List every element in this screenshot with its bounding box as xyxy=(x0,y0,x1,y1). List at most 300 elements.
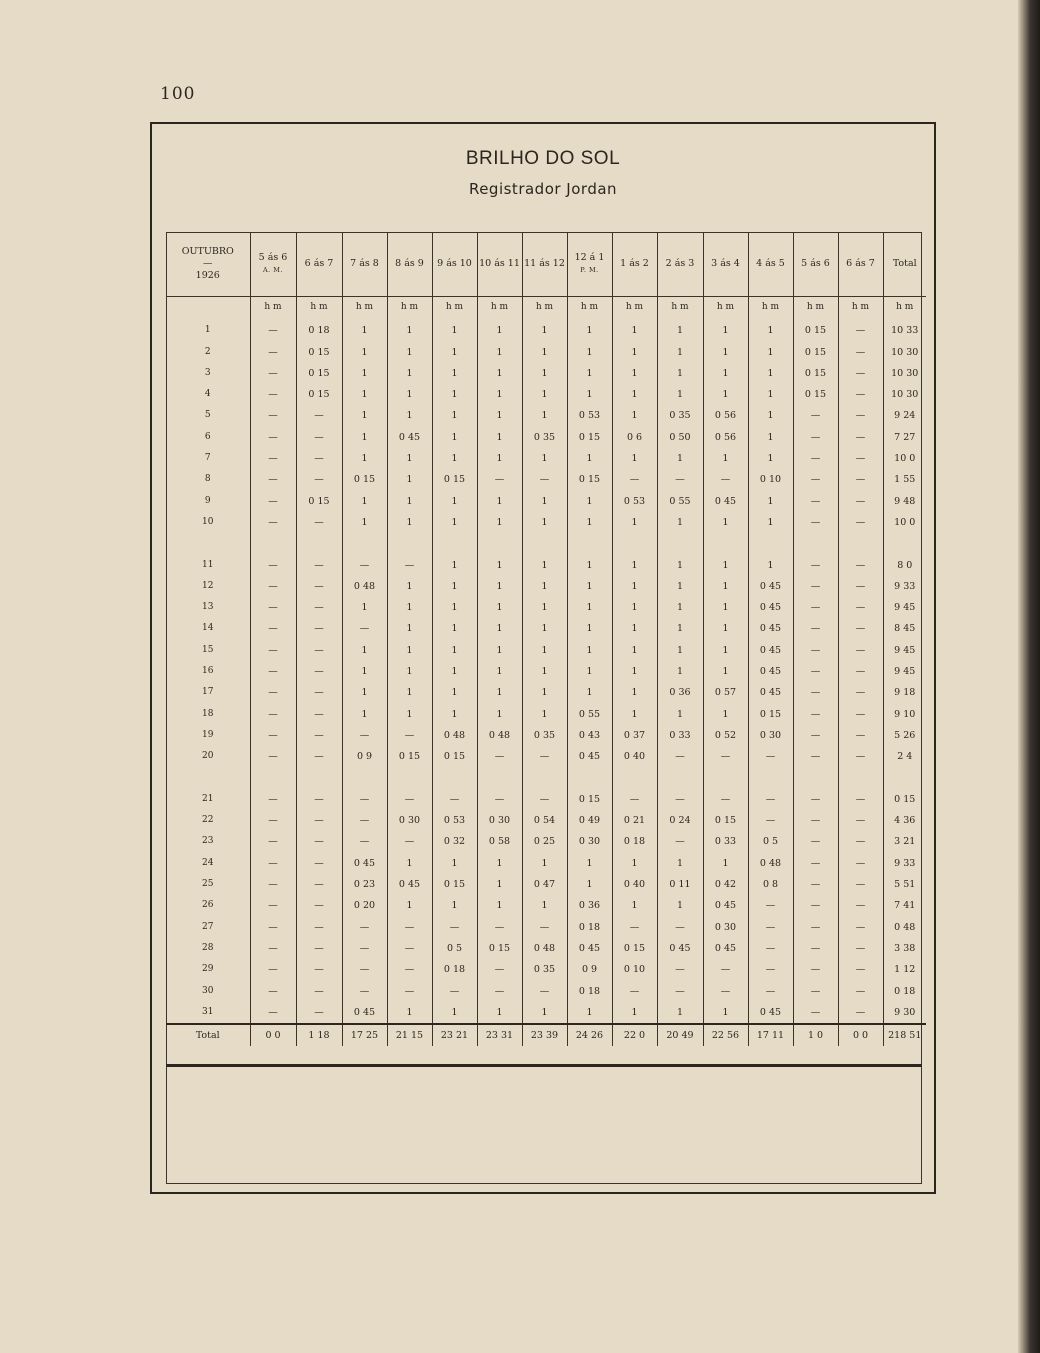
page-title: BRILHO DO SOL xyxy=(465,148,621,169)
table-row xyxy=(166,448,926,469)
spacer-cell xyxy=(432,533,477,554)
value-cell: 1 xyxy=(612,704,657,725)
value-cell: — xyxy=(250,981,296,1002)
value-cell: 1 xyxy=(477,405,522,426)
value-cell: — xyxy=(342,618,387,639)
value-cell: — xyxy=(793,555,838,576)
value-cell: 0 48 xyxy=(748,853,793,874)
value-cell: — xyxy=(432,917,477,938)
value-cell: — xyxy=(342,938,387,959)
value-cell: — xyxy=(250,853,296,874)
value-cell: 1 xyxy=(748,427,793,448)
value-cell: 1 xyxy=(703,320,748,341)
value-cell: 1 xyxy=(567,491,612,512)
table-row xyxy=(166,597,926,618)
value-cell: 1 xyxy=(387,853,432,874)
value-cell: 1 xyxy=(342,363,387,384)
value-cell: 1 xyxy=(432,661,477,682)
table-row xyxy=(166,682,926,703)
unit-cell: h m xyxy=(567,297,612,321)
table-row xyxy=(166,831,926,852)
value-cell: — xyxy=(250,746,296,767)
value-cell: — xyxy=(522,981,567,1002)
value-cell: 0 8 xyxy=(748,874,793,895)
table-row xyxy=(166,363,926,384)
table-row xyxy=(166,746,926,767)
value-cell: — xyxy=(838,597,883,618)
value-cell: — xyxy=(793,874,838,895)
table-row xyxy=(166,576,926,597)
value-cell: 1 xyxy=(432,320,477,341)
value-cell: 0 36 xyxy=(657,682,703,703)
value-cell: 1 xyxy=(432,895,477,916)
value-cell: 0 30 xyxy=(567,831,612,852)
value-cell: — xyxy=(657,981,703,1002)
value-cell: — xyxy=(838,384,883,405)
value-cell: 0 45 xyxy=(387,874,432,895)
value-cell: — xyxy=(793,853,838,874)
value-cell: 1 xyxy=(657,555,703,576)
value-cell: 1 xyxy=(387,704,432,725)
table-frame xyxy=(150,122,936,1194)
value-cell: 1 xyxy=(522,320,567,341)
value-cell: — xyxy=(838,1002,883,1024)
value-cell: 0 30 xyxy=(387,810,432,831)
unit-cell: h m xyxy=(793,297,838,321)
total-cell: 2 4 xyxy=(883,746,926,767)
table-row xyxy=(166,704,926,725)
value-cell: — xyxy=(387,725,432,746)
spacer-cell xyxy=(748,533,793,554)
value-cell: — xyxy=(296,661,342,682)
value-cell: 1 xyxy=(703,448,748,469)
value-cell: — xyxy=(522,789,567,810)
value-cell: 1 xyxy=(477,853,522,874)
value-cell: — xyxy=(387,555,432,576)
value-cell: — xyxy=(250,427,296,448)
table-row xyxy=(166,640,926,661)
value-cell: — xyxy=(250,938,296,959)
value-cell: 0 15 xyxy=(432,469,477,490)
value-cell: 1 xyxy=(612,682,657,703)
value-cell: — xyxy=(793,640,838,661)
value-cell: 1 xyxy=(657,1002,703,1024)
value-cell: — xyxy=(793,512,838,533)
day-cell: 7 xyxy=(204,453,211,464)
total-cell: 8 45 xyxy=(883,618,926,639)
value-cell: 1 xyxy=(477,576,522,597)
value-cell: — xyxy=(250,384,296,405)
value-cell: 1 xyxy=(522,342,567,363)
spacer-cell xyxy=(883,533,926,554)
value-cell: 0 40 xyxy=(612,874,657,895)
value-cell: 0 50 xyxy=(657,427,703,448)
value-cell: 1 xyxy=(748,491,793,512)
value-cell: 0 55 xyxy=(567,704,612,725)
value-cell: 1 xyxy=(703,661,748,682)
header-col: 3 ás 4 xyxy=(703,232,748,297)
spacer-cell xyxy=(703,768,748,789)
value-cell: — xyxy=(477,917,522,938)
value-cell: — xyxy=(250,618,296,639)
value-cell: 0 15 xyxy=(342,469,387,490)
value-cell: — xyxy=(838,618,883,639)
day-cell: 28 xyxy=(202,942,214,953)
value-cell: 1 xyxy=(567,448,612,469)
value-cell: 1 xyxy=(342,491,387,512)
table-row xyxy=(166,1002,926,1024)
value-cell: 0 15 xyxy=(567,789,612,810)
value-cell: — xyxy=(296,427,342,448)
day-cell: 23 xyxy=(202,836,214,847)
value-cell: — xyxy=(522,469,567,490)
value-cell: 1 xyxy=(657,895,703,916)
value-cell: 0 35 xyxy=(522,427,567,448)
day-cell: 16 xyxy=(202,666,214,677)
value-cell: 1 xyxy=(522,448,567,469)
unit-cell: h m xyxy=(432,297,477,321)
totals-cell: 17 25 xyxy=(342,1024,387,1046)
total-cell: 1 12 xyxy=(883,959,926,980)
value-cell: 1 xyxy=(703,1002,748,1024)
value-cell: 1 xyxy=(657,384,703,405)
value-cell: 1 xyxy=(342,512,387,533)
value-cell: 1 xyxy=(612,512,657,533)
value-cell: 1 xyxy=(387,448,432,469)
value-cell: 1 xyxy=(342,704,387,725)
value-cell: — xyxy=(342,810,387,831)
value-cell: 1 xyxy=(657,342,703,363)
value-cell: 0 53 xyxy=(432,810,477,831)
value-cell: 1 xyxy=(432,384,477,405)
day-cell: 3 xyxy=(204,367,211,378)
value-cell: — xyxy=(250,831,296,852)
value-cell: 1 xyxy=(432,405,477,426)
table-row xyxy=(166,981,926,1002)
value-cell: 0 18 xyxy=(432,959,477,980)
value-cell: 1 xyxy=(477,618,522,639)
value-cell: 0 56 xyxy=(703,427,748,448)
value-cell: 1 xyxy=(522,682,567,703)
day-cell: 4 xyxy=(204,389,211,400)
spacer-cell xyxy=(432,768,477,789)
spacer-row xyxy=(166,533,926,554)
value-cell: 1 xyxy=(748,555,793,576)
header-col: 2 ás 3 xyxy=(657,232,703,297)
value-cell: — xyxy=(838,981,883,1002)
value-cell: 1 xyxy=(748,448,793,469)
value-cell: — xyxy=(296,917,342,938)
table-row xyxy=(166,959,926,980)
value-cell: 0 45 xyxy=(342,1002,387,1024)
value-cell: 1 xyxy=(342,682,387,703)
value-cell: 0 15 xyxy=(703,810,748,831)
value-cell: 1 xyxy=(657,853,703,874)
value-cell: 1 xyxy=(703,555,748,576)
value-cell: — xyxy=(387,831,432,852)
value-cell: — xyxy=(250,1002,296,1024)
value-cell: — xyxy=(657,469,703,490)
value-cell: — xyxy=(793,491,838,512)
value-cell: 1 xyxy=(612,320,657,341)
value-cell: — xyxy=(838,682,883,703)
header-col: 6 ás 7 xyxy=(838,232,883,297)
value-cell: 1 xyxy=(432,555,477,576)
value-cell: — xyxy=(793,959,838,980)
value-cell: 1 xyxy=(522,384,567,405)
value-cell: 1 xyxy=(612,618,657,639)
table-row xyxy=(166,938,926,959)
table-row xyxy=(166,320,926,341)
value-cell: 1 xyxy=(432,1002,477,1024)
value-cell: — xyxy=(296,959,342,980)
value-cell: — xyxy=(250,491,296,512)
value-cell: — xyxy=(703,981,748,1002)
value-cell: 1 xyxy=(477,448,522,469)
value-cell: 0 45 xyxy=(748,597,793,618)
header-col: 5 ás 6 A. M. xyxy=(250,232,296,297)
value-cell: — xyxy=(250,725,296,746)
value-cell: — xyxy=(477,746,522,767)
value-cell: 0 45 xyxy=(703,491,748,512)
value-cell: 1 xyxy=(387,618,432,639)
value-cell: 1 xyxy=(522,1002,567,1024)
value-cell: 0 48 xyxy=(342,576,387,597)
value-cell: — xyxy=(250,342,296,363)
total-cell: 0 15 xyxy=(883,789,926,810)
spacer-cell xyxy=(522,533,567,554)
spacer-cell xyxy=(838,768,883,789)
value-cell: — xyxy=(612,469,657,490)
value-cell: — xyxy=(703,746,748,767)
value-cell: — xyxy=(838,746,883,767)
value-cell: — xyxy=(838,576,883,597)
day-cell: 2 xyxy=(204,346,211,357)
value-cell: 1 xyxy=(567,640,612,661)
value-cell: 0 15 xyxy=(296,342,342,363)
value-cell: 0 53 xyxy=(612,491,657,512)
value-cell: 0 15 xyxy=(477,938,522,959)
value-cell: 1 xyxy=(657,448,703,469)
value-cell: 1 xyxy=(432,448,477,469)
value-cell: — xyxy=(838,938,883,959)
value-cell: 1 xyxy=(567,576,612,597)
value-cell: — xyxy=(612,789,657,810)
totals-row xyxy=(166,1024,926,1046)
value-cell: — xyxy=(250,576,296,597)
value-cell: — xyxy=(342,981,387,1002)
value-cell: 0 57 xyxy=(703,682,748,703)
value-cell: — xyxy=(838,342,883,363)
totals-cell: 0 0 xyxy=(838,1024,883,1046)
value-cell: — xyxy=(250,640,296,661)
value-cell: — xyxy=(387,789,432,810)
header-col: 7 ás 8 xyxy=(342,232,387,297)
value-cell: 1 xyxy=(342,384,387,405)
value-cell: 1 xyxy=(342,661,387,682)
value-cell: 1 xyxy=(703,363,748,384)
unit-cell: h m xyxy=(250,297,296,321)
value-cell: 0 36 xyxy=(567,895,612,916)
value-cell: — xyxy=(250,469,296,490)
bottom-rule xyxy=(166,1064,922,1067)
value-cell: — xyxy=(296,469,342,490)
value-cell: — xyxy=(342,789,387,810)
spacer-cell xyxy=(838,533,883,554)
value-cell: — xyxy=(522,746,567,767)
value-cell: — xyxy=(657,789,703,810)
day-cell: 24 xyxy=(202,857,214,868)
header-col: 12 á 1 P. M. xyxy=(567,232,612,297)
value-cell: — xyxy=(838,448,883,469)
value-cell: 1 xyxy=(387,682,432,703)
value-cell: 1 xyxy=(477,640,522,661)
value-cell: — xyxy=(838,405,883,426)
total-cell: 3 21 xyxy=(883,831,926,852)
value-cell: 0 45 xyxy=(387,427,432,448)
value-cell: 1 xyxy=(432,427,477,448)
value-cell: — xyxy=(296,874,342,895)
value-cell: — xyxy=(296,555,342,576)
value-cell: 1 xyxy=(432,363,477,384)
spacer-cell xyxy=(567,533,612,554)
table-row xyxy=(166,405,926,426)
value-cell: 1 xyxy=(567,661,612,682)
value-cell: — xyxy=(250,810,296,831)
spacer-cell xyxy=(477,768,522,789)
table-header-row xyxy=(166,232,926,297)
value-cell: 1 xyxy=(522,704,567,725)
table-row xyxy=(166,874,926,895)
value-cell: 0 47 xyxy=(522,874,567,895)
table-row xyxy=(166,895,926,916)
unit-cell: h m xyxy=(477,297,522,321)
value-cell: — xyxy=(793,448,838,469)
value-cell: 0 35 xyxy=(522,959,567,980)
spacer-cell xyxy=(342,533,387,554)
value-cell: 0 52 xyxy=(703,725,748,746)
value-cell: — xyxy=(748,746,793,767)
day-cell: 29 xyxy=(202,964,214,975)
value-cell: 1 xyxy=(387,512,432,533)
value-cell: — xyxy=(793,405,838,426)
value-cell: 0 10 xyxy=(612,959,657,980)
value-cell: — xyxy=(793,810,838,831)
value-cell: 0 40 xyxy=(612,746,657,767)
spacer-cell xyxy=(342,768,387,789)
value-cell: 1 xyxy=(432,512,477,533)
value-cell: — xyxy=(296,576,342,597)
value-cell: — xyxy=(793,597,838,618)
value-cell: 1 xyxy=(477,384,522,405)
value-cell: 1 xyxy=(567,320,612,341)
spacer-cell xyxy=(522,768,567,789)
value-cell: 1 xyxy=(387,576,432,597)
value-cell: — xyxy=(838,831,883,852)
header-col-total: Total xyxy=(883,232,926,297)
total-cell: 9 45 xyxy=(883,640,926,661)
totals-cell: 21 15 xyxy=(387,1024,432,1046)
value-cell: — xyxy=(838,555,883,576)
spacer-cell xyxy=(612,768,657,789)
value-cell: 1 xyxy=(477,895,522,916)
value-cell: 1 xyxy=(703,853,748,874)
value-cell: — xyxy=(838,959,883,980)
value-cell: 0 15 xyxy=(296,384,342,405)
total-cell: 1 55 xyxy=(883,469,926,490)
value-cell: — xyxy=(793,938,838,959)
value-cell: — xyxy=(793,981,838,1002)
total-cell: 9 45 xyxy=(883,661,926,682)
value-cell: — xyxy=(250,555,296,576)
value-cell: 1 xyxy=(567,853,612,874)
table-row xyxy=(166,810,926,831)
value-cell: 0 15 xyxy=(432,874,477,895)
value-cell: — xyxy=(477,789,522,810)
value-cell: — xyxy=(250,704,296,725)
value-cell: 1 xyxy=(748,384,793,405)
value-cell: — xyxy=(838,491,883,512)
value-cell: 0 9 xyxy=(342,746,387,767)
value-cell: — xyxy=(838,469,883,490)
value-cell: — xyxy=(793,682,838,703)
day-cell: 25 xyxy=(202,879,214,890)
value-cell: 1 xyxy=(567,874,612,895)
totals-cell: 20 49 xyxy=(657,1024,703,1046)
day-cell: 11 xyxy=(202,559,214,570)
value-cell: 1 xyxy=(432,704,477,725)
value-cell: — xyxy=(296,640,342,661)
day-cell: 21 xyxy=(202,793,214,804)
value-cell: — xyxy=(748,895,793,916)
value-cell: 1 xyxy=(748,320,793,341)
value-cell: — xyxy=(838,917,883,938)
value-cell: 0 49 xyxy=(567,810,612,831)
value-cell: 1 xyxy=(477,1002,522,1024)
value-cell: 0 45 xyxy=(748,661,793,682)
value-cell: 0 54 xyxy=(522,810,567,831)
value-cell: 1 xyxy=(612,342,657,363)
spacer-cell xyxy=(387,768,432,789)
value-cell: — xyxy=(657,917,703,938)
value-cell: 1 xyxy=(342,597,387,618)
value-cell: 1 xyxy=(748,405,793,426)
table-row xyxy=(166,512,926,533)
value-cell: — xyxy=(793,895,838,916)
value-cell: 1 xyxy=(612,640,657,661)
totals-cell: 17 11 xyxy=(748,1024,793,1046)
value-cell: — xyxy=(838,853,883,874)
spacer-cell xyxy=(166,768,250,789)
totals-cell: 23 31 xyxy=(477,1024,522,1046)
value-cell: — xyxy=(296,618,342,639)
value-cell: 0 15 xyxy=(748,704,793,725)
value-cell: 1 xyxy=(477,704,522,725)
value-cell: — xyxy=(387,938,432,959)
unit-cell: h m xyxy=(883,297,926,321)
value-cell: — xyxy=(250,448,296,469)
value-cell: 1 xyxy=(477,491,522,512)
value-cell: 0 43 xyxy=(567,725,612,746)
total-cell: 9 10 xyxy=(883,704,926,725)
value-cell: 0 30 xyxy=(748,725,793,746)
value-cell: 1 xyxy=(567,555,612,576)
value-cell: — xyxy=(432,981,477,1002)
value-cell: 1 xyxy=(387,1002,432,1024)
value-cell: — xyxy=(250,363,296,384)
value-cell: 1 xyxy=(477,342,522,363)
spacer-cell xyxy=(657,533,703,554)
